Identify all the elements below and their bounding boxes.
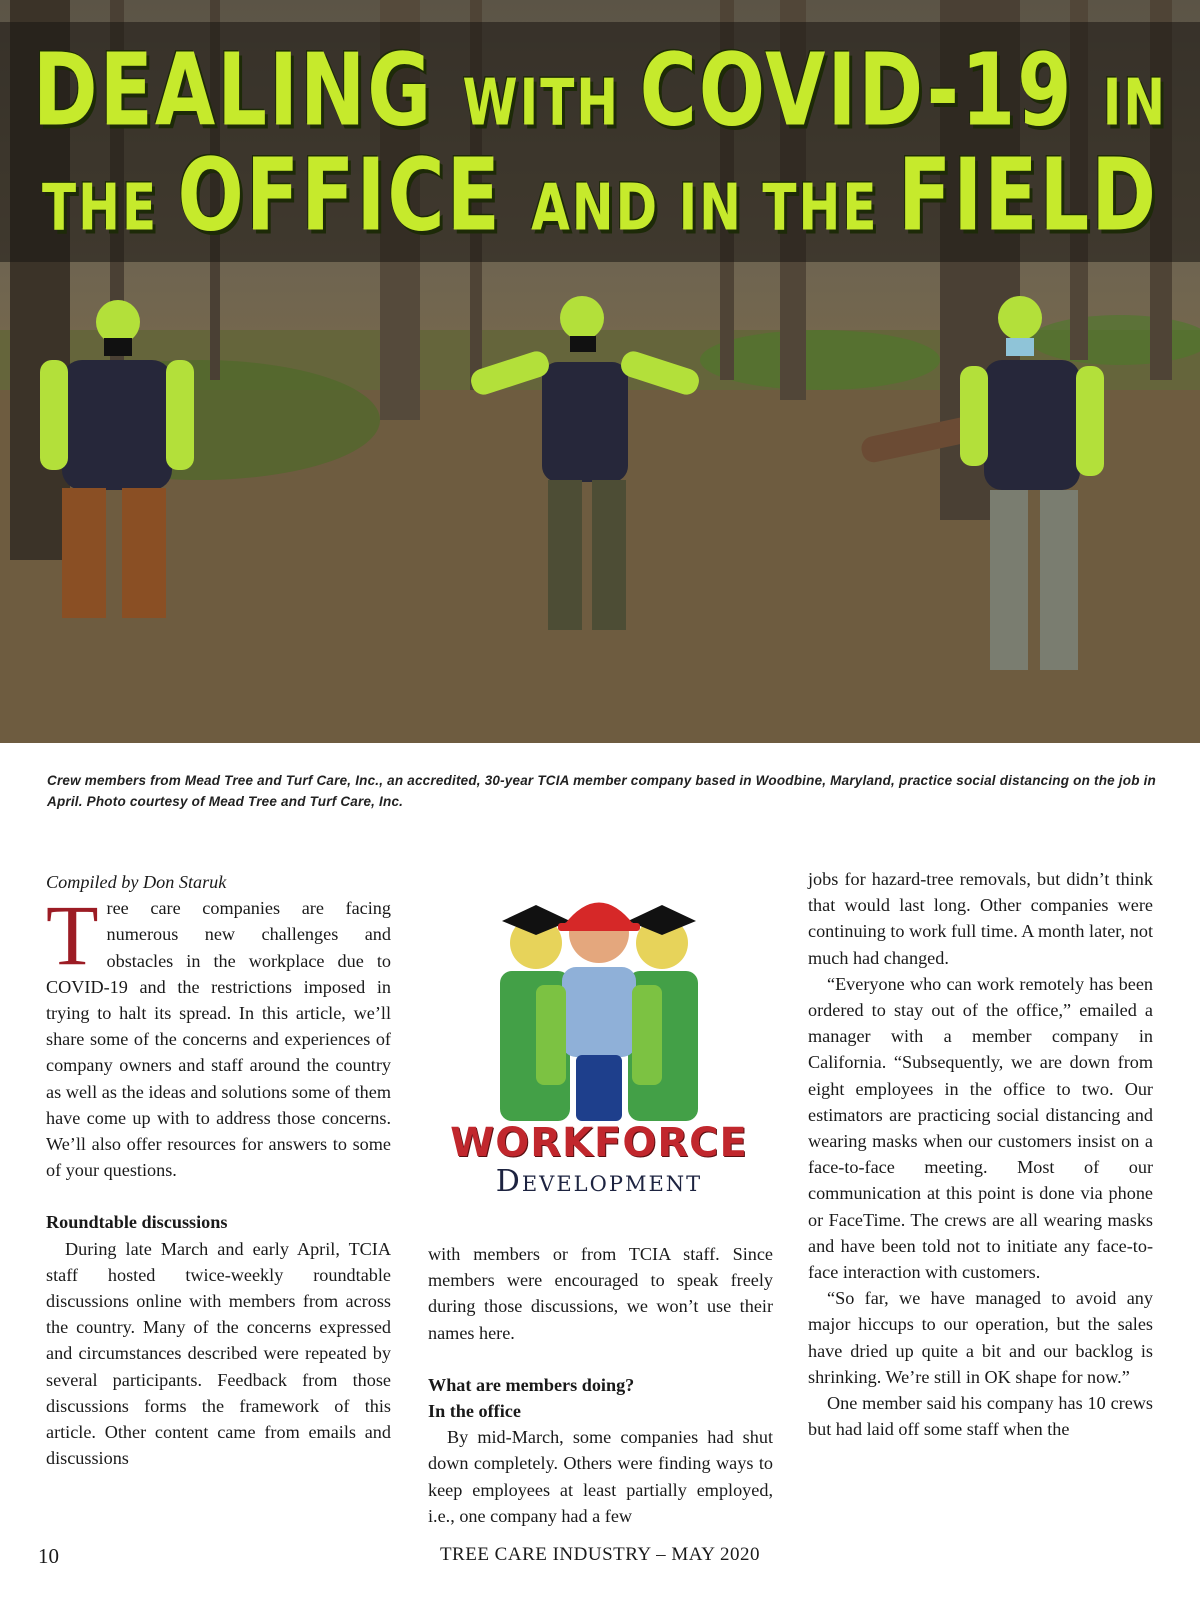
article-headline	[0, 33, 1200, 254]
article-column-3	[808, 866, 1153, 1442]
section-heading: What are members doing?	[428, 1374, 635, 1395]
subsection-heading: In the office	[428, 1401, 521, 1422]
article-column-1	[46, 869, 391, 1471]
intro-paragraph: Tree care companies are facing numerous new challenges and obstacles in the workplace due to COVID-19 and the restrictions imposed in trying to halt its spread. In this article, we’ll share some of the concerns and experiences of company owners and staff around the country as well as the ideas and solutions some of them have come up with to address those concerns. We’ll also offer resources for answers to some of your questions.	[46, 887, 391, 1181]
paragraph: By mid-March, some companies had shut down completely. Others were finding ways to keep employees at least partially employed, i.e., one company had a few	[428, 1427, 773, 1526]
paragraph: During late March and early April, TCIA staff hosted twice-weekly roundtable discussions online with members from across the country. Many of the concerns expressed and circumstances described were repeated by several participants. Feedback from those discussions forms the framework of this article. Other content came from emails and discussions	[46, 1238, 391, 1469]
byline: Compiled by Don Staruk	[46, 872, 227, 892]
headline-line-1: DEALING WITH COVID-19 IN	[32, 33, 1168, 149]
workers-group-icon	[444, 885, 754, 1125]
paragraph: jobs for hazard-tree removals, but didn’t think that would last long. Other companies were continuing to work full time. A month later, not much had changed.	[808, 869, 1153, 968]
headline-line-2: THE OFFICE AND IN THE FIELD	[42, 138, 1158, 254]
publication-footer: TREE CARE INDUSTRY – MAY 2020	[439, 1544, 761, 1565]
paragraph: One member said his company has 10 crews but had laid off some staff when the	[808, 1393, 1153, 1440]
article-column-2	[428, 1241, 773, 1529]
page-number: 10	[38, 1544, 59, 1568]
photo-caption: Crew members from Mead Tree and Turf Care, Inc., an accredited, 30-year TCIA member company based in Woodbine, Maryland, practice social distancing on the job in April. Photo courtesy of Mead Tree and Turf Care, Inc.	[47, 773, 1156, 809]
section-heading: Roundtable discussions	[46, 1212, 228, 1233]
paragraph: with members or from TCIA staff. Since members were encouraged to speak freely during those discussions, we won’t use their names here.	[428, 1244, 773, 1343]
paragraph: “Everyone who can work remotely has been ordered to stay out of the office,” emailed a manager with a member company in California. “Subsequently, we are down from eight employees in the office to two. Our estimators are practicing social distancing and wearing masks when our customers insist on a face-to-face meeting. Most of our communication at this point is done via phone or FaceTime. The crews are all wearing masks and have been told not to initiate any face-to-face interaction with customers.	[808, 973, 1153, 1283]
paragraph: “So far, we have managed to avoid any major hiccups to our operation, but the sales have dried up quite a bit and our backlog is shrinking. We’re still in OK shape for now.”	[808, 1288, 1153, 1387]
drop-cap: T	[46, 887, 99, 984]
logo-wordmark-bottom: Development	[495, 1164, 703, 1199]
logo-wordmark-top: WORKFORCE	[450, 1120, 748, 1166]
hero-photo	[0, 0, 1200, 743]
